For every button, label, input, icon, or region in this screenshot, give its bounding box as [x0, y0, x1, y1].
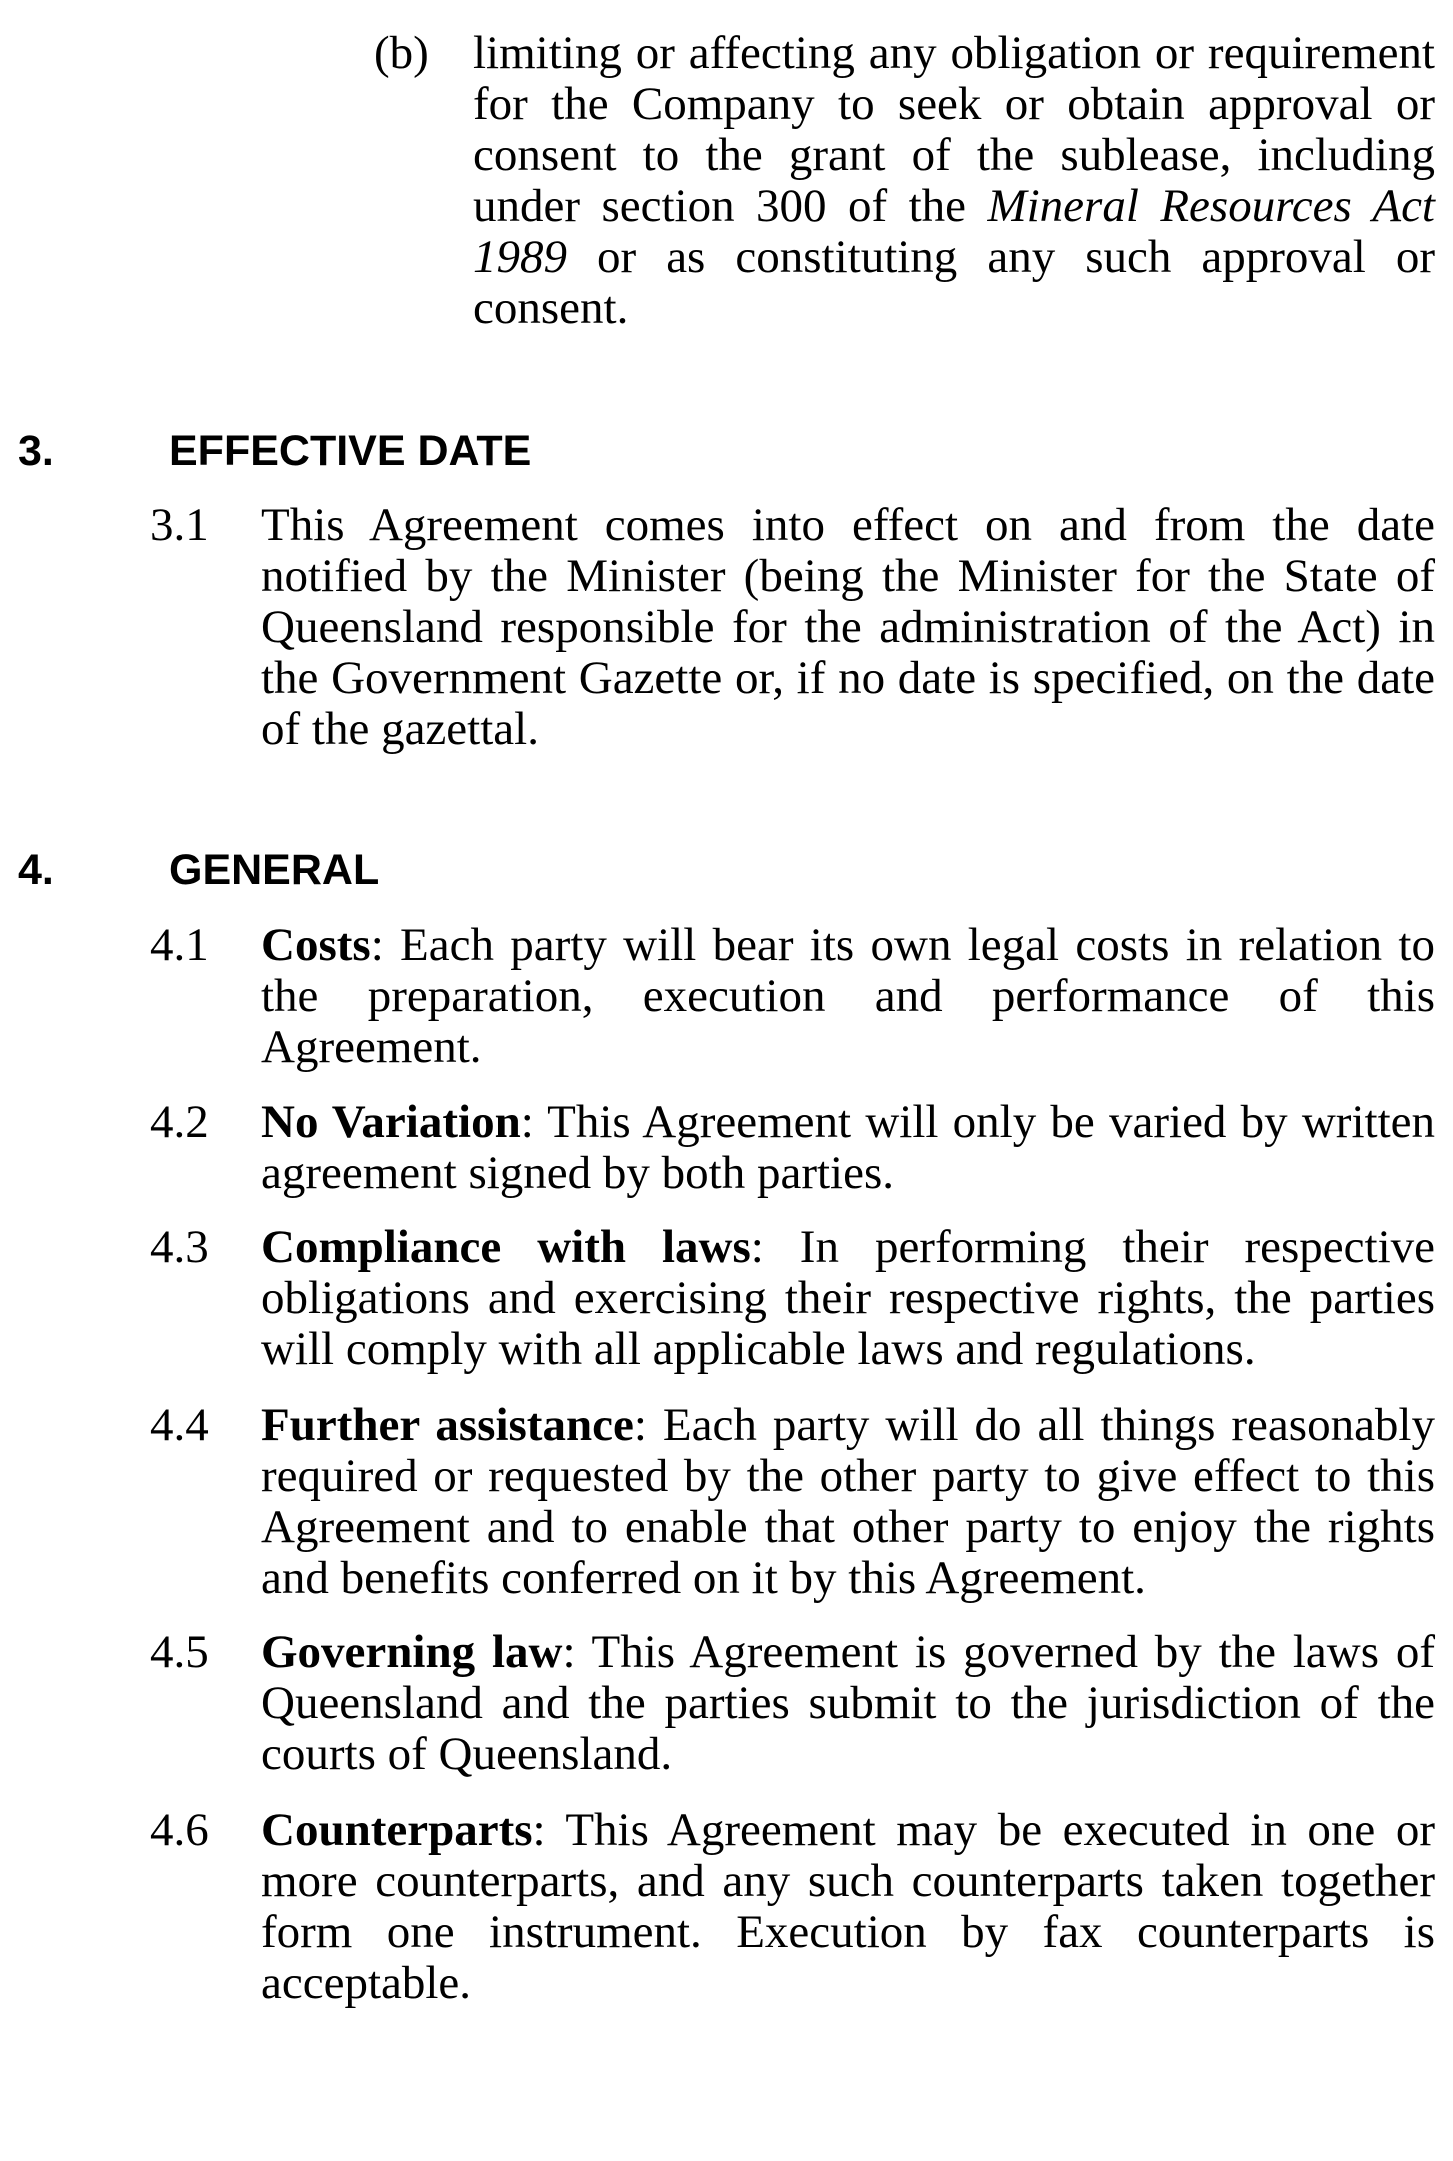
- section-4-number: 4.: [18, 846, 54, 894]
- section-4-title: GENERAL: [169, 846, 380, 894]
- subclause-b-text-part1: limiting or affecting any obligation or requirement for the Company to seek or obtain approval or consent to the grant of the sublease, including under section 300 of the: [473, 27, 1435, 232]
- clause-4-6-body: : This Agreement may be executed in one or more counterparts, and any such counterparts taken together form one instrument. Execution by fax counterparts is acceptable.: [261, 1804, 1435, 2009]
- clause-4-1-text: [261, 920, 1435, 1073]
- clause-4-4-heading: Further assistance: [261, 1399, 634, 1451]
- act-title: Mineral Resources Act 1989: [473, 180, 1435, 283]
- section-3-number: 3.: [18, 427, 54, 475]
- clause-4-2-heading: No Variation: [261, 1096, 521, 1148]
- clause-4-5-body: : This Agreement is governed by the laws of Queensland and the parties submit to the jurisdiction of the courts of Queensland.: [261, 1626, 1435, 1780]
- subclause-b-label: (b): [374, 27, 429, 79]
- clause-4-2-body: : This Agreement will only be varied by written agreement signed by both parties.: [261, 1096, 1435, 1199]
- clause-4-1-heading: Costs: [261, 919, 371, 971]
- clause-3-1-text: This Agreement comes into effect on and from the date notified by the Minister (being the Minister for the State of Queensland responsible for the administration of the Act) in the Government Gazette or, if no date is specified, on the date of the gazettal.: [261, 499, 1435, 755]
- clause-4-6-text: [261, 1805, 1435, 2009]
- clause-4-6-heading: Counterparts: [261, 1804, 533, 1856]
- clause-4-3-heading: Compliance with laws: [261, 1221, 751, 1273]
- clause-4-1-number: 4.1: [150, 919, 209, 971]
- clause-4-3-body: : In performing their respective obligations and exercising their respective rights, the parties will comply with all applicable laws and regulations.: [261, 1221, 1435, 1375]
- clause-4-4-body: : Each party will do all things reasonably required or requested by the other party to give effect to this Agreement and to enable that other party to enjoy the rights and benefits conferred on it by this Agreement.: [261, 1399, 1435, 1604]
- subclause-b-text-part2: or as constituting any such approval or consent.: [473, 231, 1435, 334]
- clause-4-5-heading: Governing law: [261, 1626, 563, 1678]
- clause-4-3-number: 4.3: [150, 1221, 209, 1273]
- clause-4-4-number: 4.4: [150, 1399, 209, 1451]
- clause-4-2-number: 4.2: [150, 1096, 209, 1148]
- clause-4-5-text: [261, 1627, 1435, 1780]
- clause-4-6-number: 4.6: [150, 1804, 209, 1856]
- clause-4-1-body: : Each party will bear its own legal costs in relation to the preparation, execution and performance of this Agreement.: [261, 919, 1435, 1073]
- section-3-title: EFFECTIVE DATE: [169, 427, 532, 475]
- clause-4-4-text: [261, 1400, 1435, 1604]
- subclause-b-text: [473, 28, 1435, 334]
- clause-4-2-text: [261, 1097, 1435, 1199]
- clause-4-3-text: [261, 1222, 1435, 1375]
- clause-3-1-number: 3.1: [150, 499, 209, 551]
- clause-4-5-number: 4.5: [150, 1626, 209, 1678]
